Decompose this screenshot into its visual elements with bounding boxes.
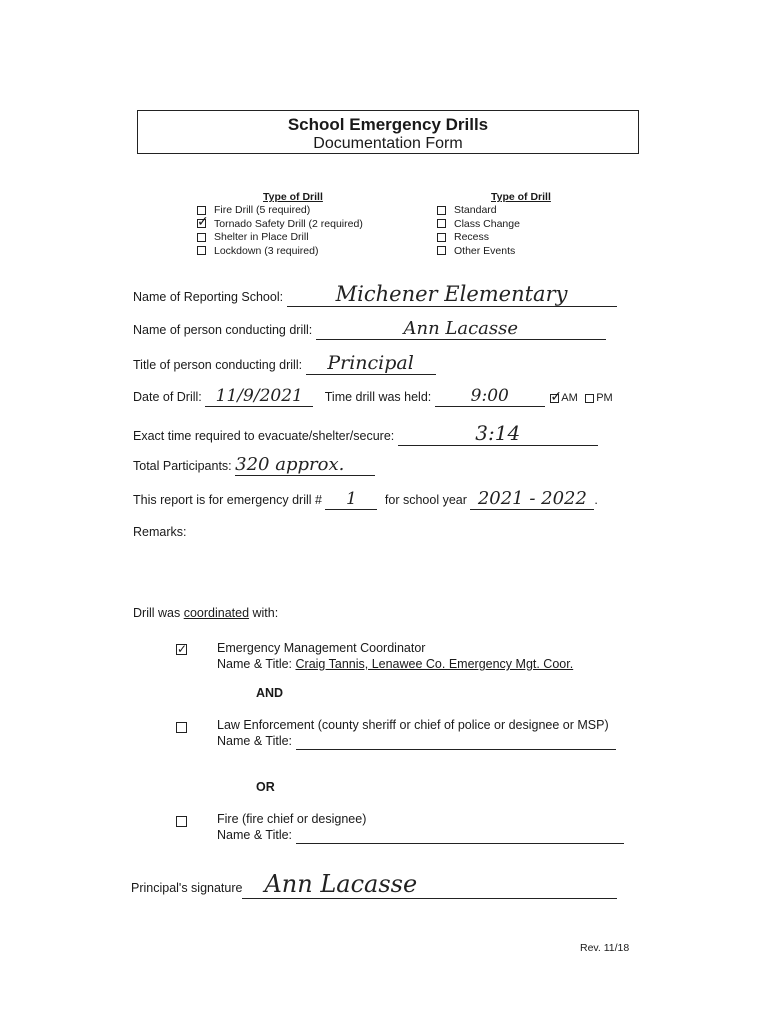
- drill-type-heading-left: Type of Drill: [263, 191, 323, 203]
- checkbox-recess[interactable]: [437, 233, 446, 242]
- fire-label: Fire (fire chief or designee): [217, 812, 367, 826]
- emergency-name-value: Craig Tannis, Lenawee Co. Emergency Mgt. Coor.: [295, 657, 574, 671]
- report-row: This report is for emergency drill # 1 for school year 2021 - 2022 .: [133, 488, 598, 509]
- person-row: [133, 318, 606, 340]
- coordination-intro: Drill was coordinated with:: [133, 606, 279, 620]
- fire-name-row: Name & Title:: [217, 827, 624, 844]
- drill-option-other[interactable]: Other Events: [437, 245, 520, 259]
- checkbox-lockdown[interactable]: [197, 246, 206, 255]
- law-block: [217, 717, 627, 750]
- evac-label: Exact time required to evacuate/shelter/secure:: [133, 429, 395, 443]
- emergency-block: [217, 640, 573, 672]
- signature-label: Principal's signature: [131, 881, 243, 895]
- school-label: Name of Reporting School:: [133, 290, 284, 304]
- drill-type-heading-right: Type of Drill: [491, 191, 551, 203]
- time-field[interactable]: [435, 386, 545, 407]
- title-field[interactable]: [306, 352, 436, 375]
- title-value: Principal: [327, 352, 414, 374]
- date-label: Date of Drill:: [133, 390, 202, 404]
- drill-type-list-left: [197, 204, 363, 258]
- school-field[interactable]: [287, 282, 617, 307]
- remarks-label: Remarks:: [133, 525, 187, 539]
- evac-field[interactable]: [398, 421, 598, 446]
- checkbox-standard[interactable]: [437, 206, 446, 215]
- or-label: OR: [256, 780, 275, 794]
- checkbox-law[interactable]: [176, 720, 187, 738]
- drill-option-class-change[interactable]: Class Change: [437, 218, 520, 232]
- checkbox-emergency[interactable]: [176, 642, 187, 660]
- person-field[interactable]: [316, 318, 606, 340]
- drill-option-fire[interactable]: Fire Drill (5 required): [197, 204, 363, 218]
- school-value: Michener Elementary: [335, 282, 568, 306]
- title-label: Title of person conducting drill:: [133, 358, 303, 372]
- form-subtitle: Documentation Form: [313, 135, 463, 152]
- participants-field[interactable]: [235, 454, 375, 476]
- checkbox-shelter[interactable]: [197, 233, 206, 242]
- title-box: [137, 110, 639, 154]
- emergency-label: Emergency Management Coordinator: [217, 641, 426, 655]
- checkbox-tornado[interactable]: [197, 213, 209, 230]
- and-label: AND: [256, 686, 284, 700]
- year-label: for school year: [384, 493, 467, 507]
- person-label: Name of person conducting drill:: [133, 323, 313, 337]
- signature-row: [131, 870, 617, 899]
- participants-label: Total Participants:: [133, 459, 232, 473]
- checkmark-icon: ✓: [550, 387, 562, 404]
- pm-option[interactable]: PM: [585, 392, 613, 404]
- law-name-field[interactable]: [296, 733, 616, 750]
- year-value: 2021 - 2022: [477, 488, 587, 509]
- checkbox-other[interactable]: [437, 246, 446, 255]
- checkbox-fire-coordination[interactable]: [176, 814, 187, 832]
- evac-row: [133, 421, 598, 446]
- participants-value: 320 approx.: [235, 454, 345, 475]
- law-name-row: Name & Title:: [217, 733, 627, 750]
- checkbox-pm[interactable]: [585, 394, 594, 403]
- emergency-name-row: Name & Title: Craig Tannis, Lenawee Co. Emergency Mgt. Coor.: [217, 657, 574, 671]
- drill-option-shelter[interactable]: Shelter in Place Drill: [197, 231, 363, 245]
- checkbox-am[interactable]: [550, 387, 562, 404]
- am-option[interactable]: ✓ AM: [550, 387, 578, 404]
- form-title: School Emergency Drills: [287, 115, 489, 134]
- evac-value: 3:14: [475, 421, 521, 445]
- law-label: Law Enforcement (county sheriff or chief of police or designee or MSP): [217, 718, 609, 732]
- drill-option-recess[interactable]: Recess: [437, 231, 520, 245]
- checkbox-class-change[interactable]: [437, 219, 446, 228]
- fire-block: [217, 811, 624, 844]
- date-time-row: [133, 386, 613, 407]
- person-value: Ann Lacasse: [403, 318, 519, 339]
- report-label: This report is for emergency drill #: [133, 493, 322, 507]
- signature-field[interactable]: [242, 870, 617, 899]
- date-value: 11/9/2021: [215, 386, 303, 406]
- time-value: 9:00: [470, 386, 509, 406]
- title-row: [133, 352, 436, 375]
- year-field[interactable]: [470, 488, 594, 510]
- date-field[interactable]: [205, 386, 313, 407]
- report-field[interactable]: [325, 489, 377, 510]
- report-value: 1: [346, 489, 357, 509]
- revision-label: Rev. 11/18: [580, 942, 630, 954]
- drill-option-lockdown[interactable]: Lockdown (3 required): [197, 245, 363, 259]
- drill-option-tornado[interactable]: ✓ Tornado Safety Drill (2 required): [197, 213, 363, 230]
- checkmark-icon: ✓: [177, 642, 188, 656]
- time-label: Time drill was held:: [324, 390, 432, 404]
- fire-name-field[interactable]: [296, 827, 624, 844]
- drill-option-standard[interactable]: Standard: [437, 204, 520, 218]
- signature-value: Ann Lacasse: [264, 870, 418, 898]
- drill-type-list-right: [437, 204, 520, 258]
- checkmark-icon: ✓: [197, 213, 209, 230]
- participants-row: [133, 454, 375, 476]
- school-row: [133, 282, 617, 307]
